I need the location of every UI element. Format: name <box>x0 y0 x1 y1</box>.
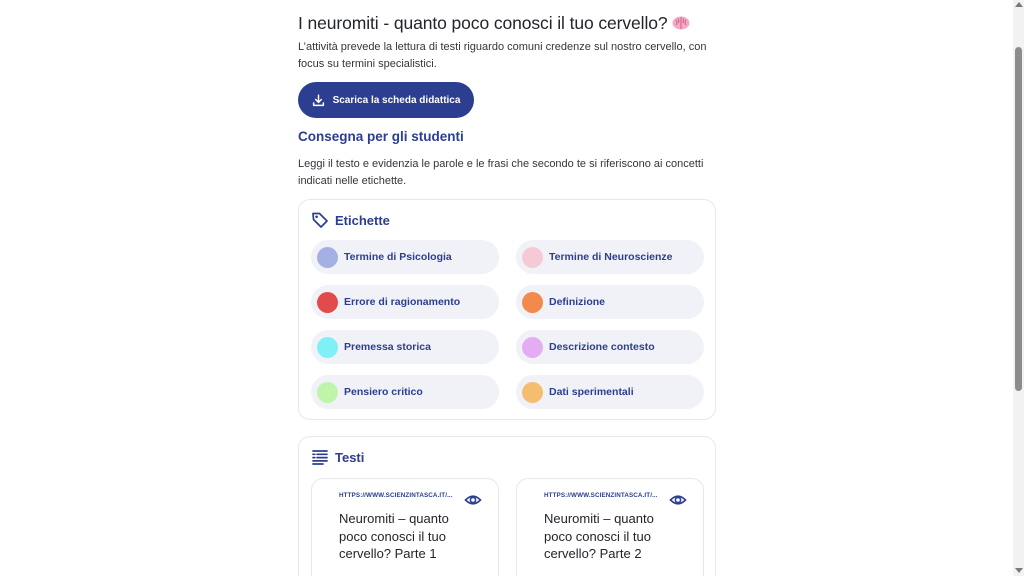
tag-color-dot <box>317 292 338 313</box>
text-lines-icon <box>311 448 329 466</box>
tags-card <box>298 199 716 420</box>
eye-icon[interactable] <box>669 491 687 509</box>
tag-icon <box>311 211 329 229</box>
scroll-down-arrow-icon[interactable] <box>1015 568 1023 573</box>
tag-label: Descrizione contesto <box>549 341 655 353</box>
text-card-1[interactable] <box>311 478 499 576</box>
vertical-scrollbar[interactable] <box>1013 0 1024 576</box>
text-source-url: HTTPS://WWW.SCIENZINTASCA.IT/... <box>544 492 658 499</box>
tag-color-dot <box>522 247 543 268</box>
tag-color-dot <box>522 337 543 358</box>
scroll-up-arrow-icon[interactable] <box>1015 2 1023 7</box>
brain-emoji-icon <box>672 16 690 30</box>
tags-header <box>311 211 390 229</box>
tag-chip-neuroscienze[interactable] <box>516 240 704 274</box>
scrollbar-thumb[interactable] <box>1015 47 1022 391</box>
tag-label: Errore di ragionamento <box>344 296 461 308</box>
texts-card <box>298 436 716 576</box>
tag-label: Premessa storica <box>344 341 431 353</box>
text-source-url: HTTPS://WWW.SCIENZINTASCA.IT/... <box>339 492 453 499</box>
tag-chip-pensiero-critico[interactable] <box>311 375 499 409</box>
tag-color-dot <box>522 382 543 403</box>
tag-label: Termine di Neuroscienze <box>549 251 673 263</box>
tag-label: Definizione <box>549 296 606 308</box>
download-button-label: Scarica la scheda didattica <box>332 94 461 106</box>
download-worksheet-button[interactable] <box>298 82 474 118</box>
tag-color-dot <box>317 337 338 358</box>
tags-heading: Etichette <box>335 212 390 228</box>
text-title: Neuromiti – quanto poco conosci il tuo cervello? Parte 2 <box>544 511 654 561</box>
tag-chip-errore-ragionamento[interactable] <box>311 285 499 319</box>
tag-label: Pensiero critico <box>344 386 423 398</box>
tag-color-dot <box>317 382 338 403</box>
students-instruction: Leggi il testo e evidenzia le parole e le frasi che secondo te si riferiscono ai concetti indicati nelle etichette. <box>298 158 704 187</box>
tag-color-dot <box>522 292 543 313</box>
tag-color-dot <box>317 247 338 268</box>
download-icon <box>312 94 325 107</box>
tag-chip-premessa-storica[interactable] <box>311 330 499 364</box>
text-card-2[interactable] <box>516 478 704 576</box>
tag-chip-psicologia[interactable] <box>311 240 499 274</box>
eye-icon[interactable] <box>464 491 482 509</box>
tag-chip-descrizione-contesto[interactable] <box>516 330 704 364</box>
texts-header <box>311 448 364 466</box>
tag-chip-definizione[interactable] <box>516 285 704 319</box>
students-heading: Consegna per gli studenti <box>298 129 464 144</box>
tag-label: Termine di Psicologia <box>344 251 452 263</box>
intro-text: L’attività prevede la lettura di testi riguardo comuni credenze sul nostro cervello, con focus su termini specialistici. <box>298 41 707 70</box>
texts-heading: Testi <box>335 449 365 465</box>
tag-chip-dati-sperimentali[interactable] <box>516 375 704 409</box>
page-title-text: I neuromiti - quanto poco conosci il tuo cervello? <box>298 13 668 33</box>
page-title <box>298 13 738 34</box>
tag-label: Dati sperimentali <box>549 386 634 398</box>
text-title: Neuromiti – quanto poco conosci il tuo cervello? Parte 1 <box>339 511 449 561</box>
